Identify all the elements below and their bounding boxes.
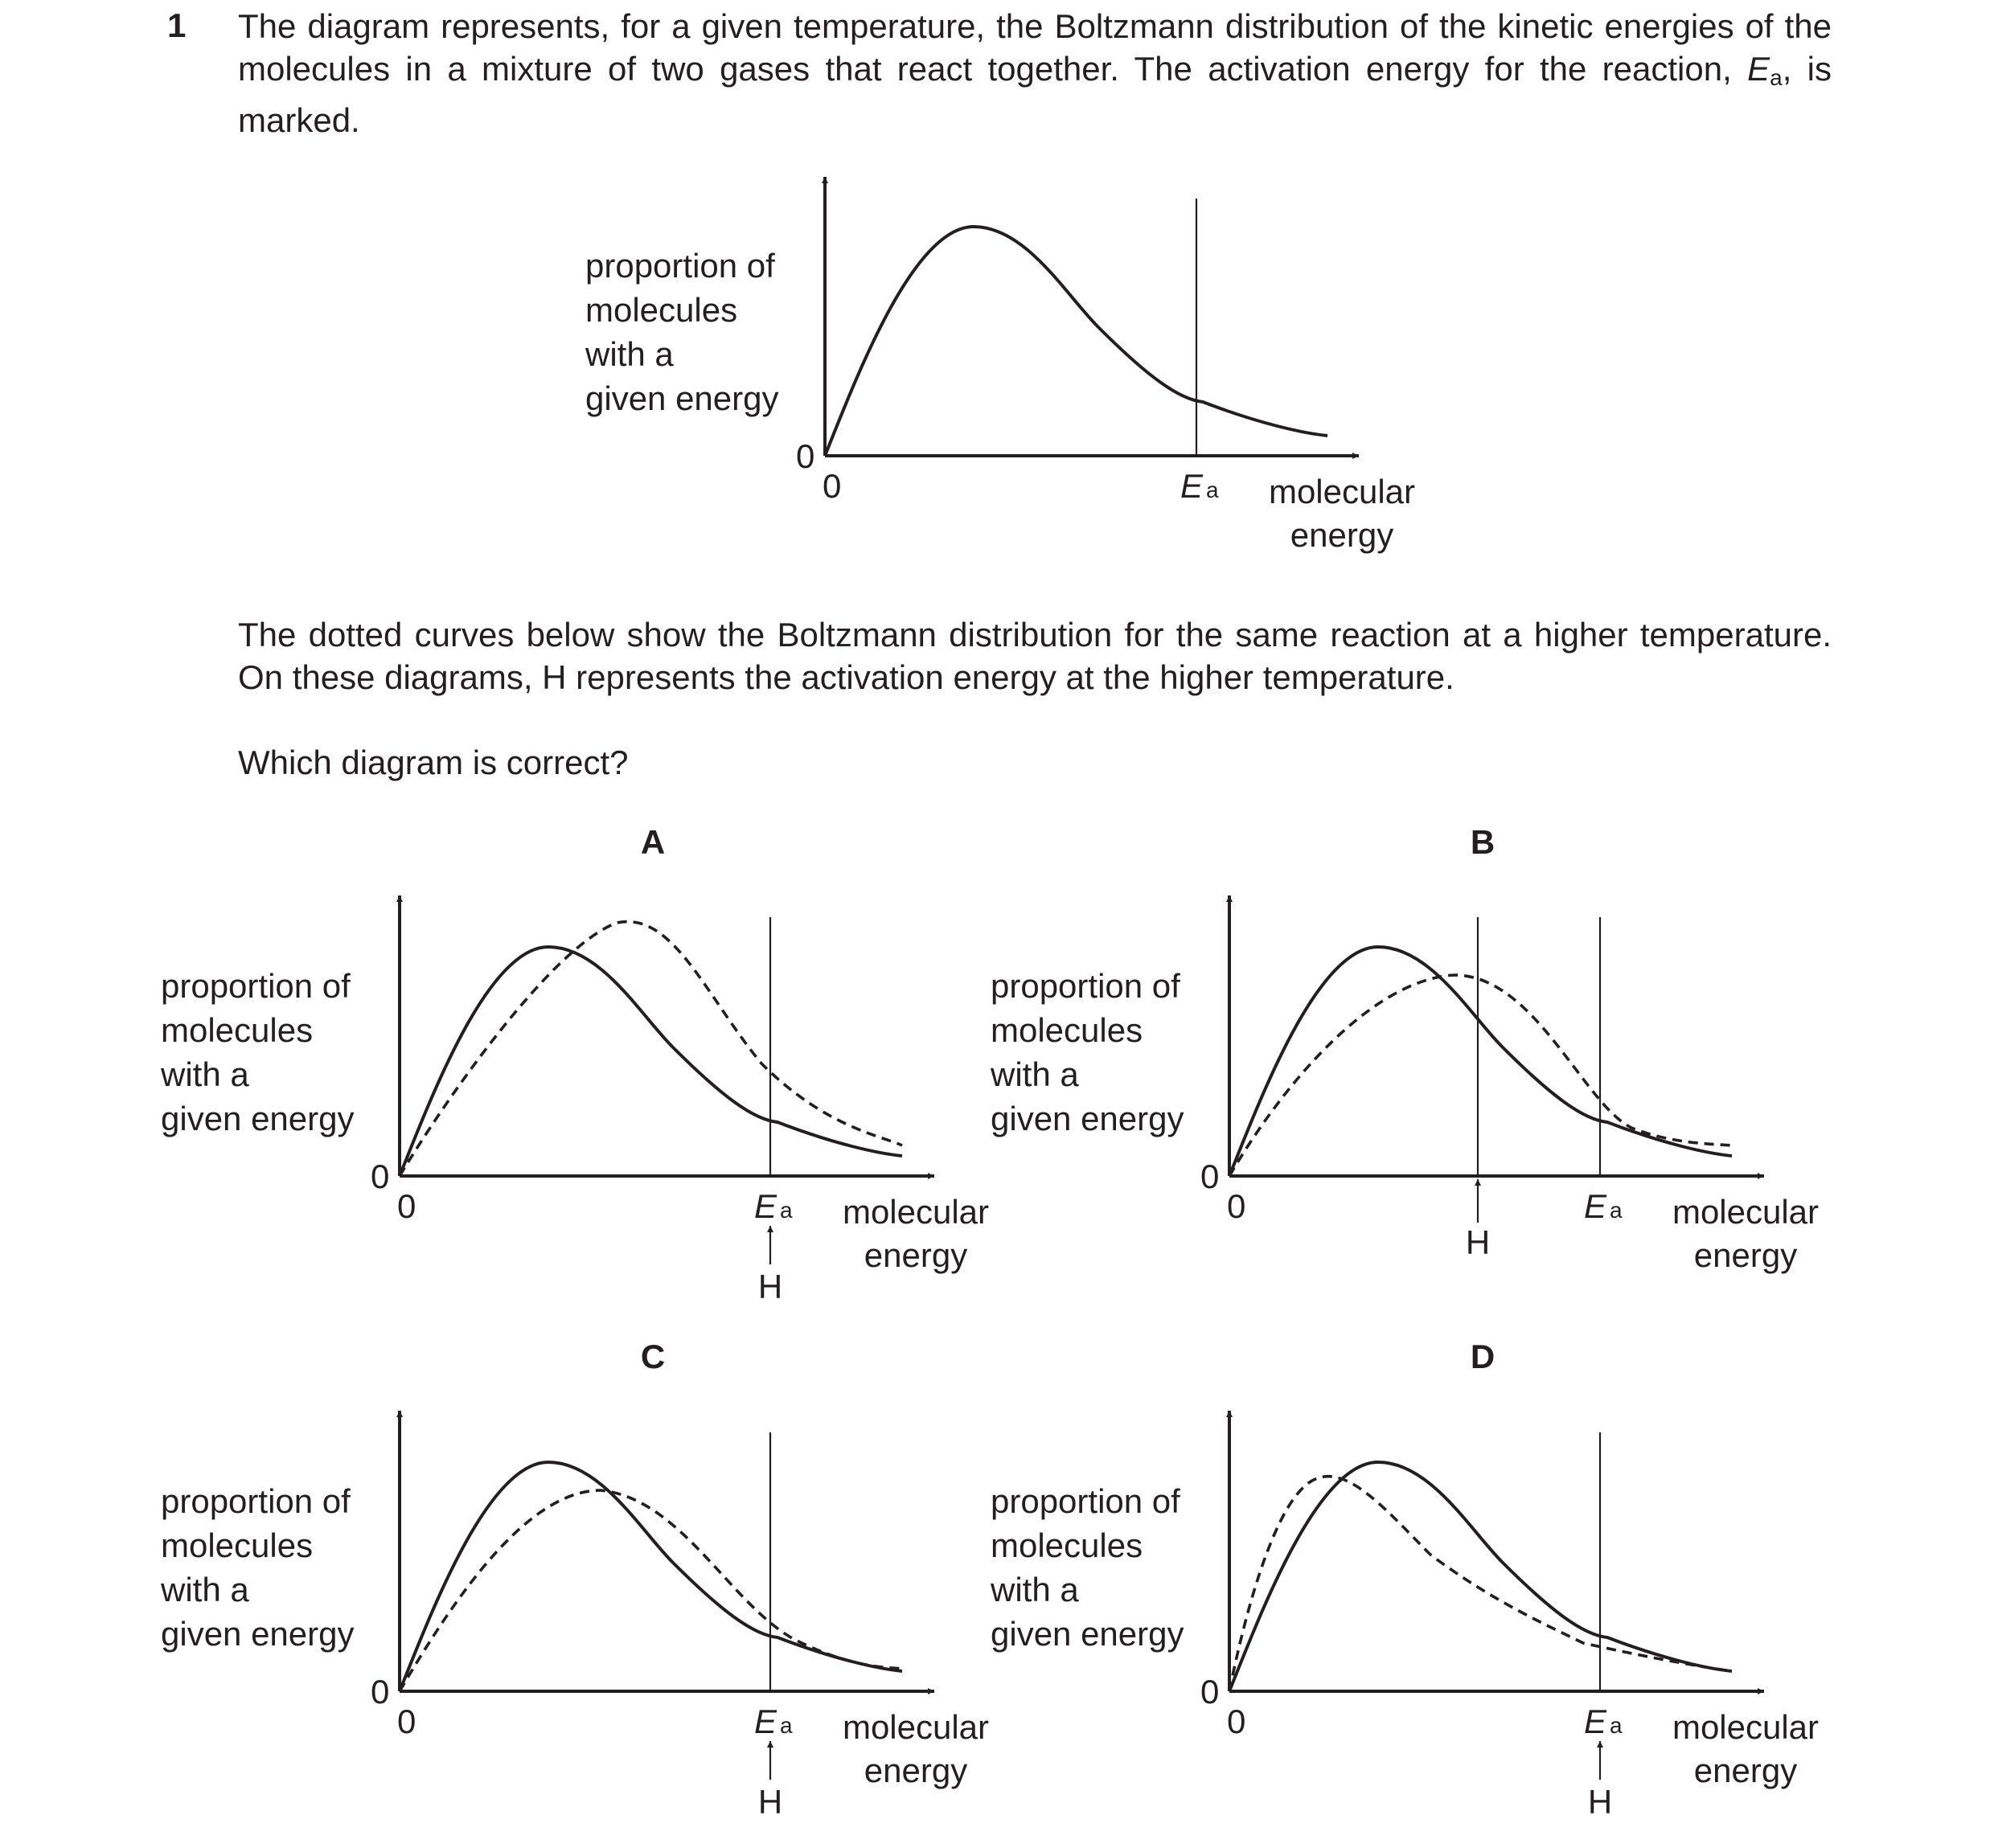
y-axis-label-line: given energy xyxy=(161,1615,355,1653)
origin-y-label: 0 xyxy=(1200,1673,1220,1711)
option-letter: C xyxy=(640,1338,666,1375)
y-axis-label-line: given energy xyxy=(585,379,779,417)
dotted-curve xyxy=(1229,975,1732,1176)
origin-x-label: 0 xyxy=(397,1703,416,1740)
origin-x-label: 0 xyxy=(823,467,842,505)
ea-label: Ea xyxy=(754,1703,793,1740)
h-label: H xyxy=(757,1783,783,1821)
origin-y-label: 0 xyxy=(796,437,815,475)
x-axis-label-line: energy xyxy=(1693,1236,1798,1274)
solid-curve xyxy=(825,227,1327,456)
y-axis-label-line: given energy xyxy=(991,1615,1184,1653)
ea-label: Ea xyxy=(1584,1187,1623,1225)
x-axis-label-line: energy xyxy=(1693,1752,1798,1789)
diagram-b xyxy=(990,823,1819,1274)
dotted-curve xyxy=(400,1490,902,1691)
y-axis-label-line: molecules xyxy=(161,1526,314,1564)
curves xyxy=(1229,947,1732,1176)
curves xyxy=(400,1462,902,1691)
y-axis-label-line: molecules xyxy=(161,1011,314,1049)
y-axis-label-line: given energy xyxy=(991,1100,1184,1137)
x-axis-label-line: molecular xyxy=(1672,1708,1820,1746)
question-para2: The dotted curves below show the Boltzmann distribution for the same reaction at a higher temperature. On these diagrams, H represents the activation energy at the higher temperature. xyxy=(238,616,1832,696)
question-number: 1 xyxy=(167,6,187,44)
y-axis-label-line: proportion of xyxy=(585,247,775,285)
ea-label: Ea xyxy=(754,1187,793,1225)
x-axis-label-line: molecular xyxy=(842,1193,990,1231)
ea-subscript: a xyxy=(1770,65,1783,90)
main-diagram xyxy=(585,177,1415,554)
y-axis-label-line: proportion of xyxy=(991,1482,1180,1520)
question-para3: Which diagram is correct? xyxy=(238,744,629,781)
origin-x-label: 0 xyxy=(1227,1187,1246,1225)
curves xyxy=(400,922,902,1176)
y-axis-label-line: proportion of xyxy=(991,967,1180,1005)
y-axis-label-line: with a xyxy=(585,335,674,373)
diagram-c xyxy=(160,1338,989,1821)
x-axis-label-line: energy xyxy=(1290,516,1394,554)
option-letter: A xyxy=(640,823,666,861)
curves xyxy=(1229,1462,1732,1691)
curves xyxy=(825,227,1327,456)
y-axis-label-line: molecules xyxy=(585,291,738,329)
h-label: H xyxy=(1587,1783,1613,1821)
y-axis-label-line: proportion of xyxy=(161,1482,351,1520)
y-axis-label-line: with a xyxy=(991,1571,1079,1608)
diagram-a xyxy=(160,823,989,1305)
y-axis-label-line: with a xyxy=(161,1055,249,1093)
x-axis-label-line: energy xyxy=(864,1752,968,1789)
origin-y-label: 0 xyxy=(1200,1158,1220,1195)
y-axis-label-line: molecules xyxy=(991,1011,1143,1049)
intro-text: The diagram represents, for a given temperature, the Boltzmann distribution of the kinetic energies of the molecules in a mixture of two gases that react together. The activation energy for the reaction, xyxy=(238,7,1832,88)
ea-symbol: E xyxy=(1747,50,1770,88)
x-axis-label-line: molecular xyxy=(1268,473,1416,510)
y-axis-label-line: with a xyxy=(161,1571,249,1608)
x-axis-label-line: molecular xyxy=(1672,1193,1820,1231)
dotted-curve xyxy=(1229,1477,1732,1691)
intro-end: , is marked. xyxy=(238,50,1832,139)
h-label: H xyxy=(757,1268,783,1305)
option-letter: D xyxy=(1470,1338,1496,1375)
y-axis-label-line: given energy xyxy=(161,1100,355,1137)
diagram-d xyxy=(990,1338,1819,1821)
x-axis-label-line: energy xyxy=(864,1236,968,1274)
y-axis-label-line: molecules xyxy=(991,1526,1143,1564)
solid-curve xyxy=(1229,947,1732,1176)
origin-x-label: 0 xyxy=(1227,1703,1246,1740)
ea-label: Ea xyxy=(1584,1703,1623,1740)
ea-label: Ea xyxy=(1180,467,1219,505)
option-letter: B xyxy=(1470,823,1496,861)
origin-x-label: 0 xyxy=(397,1187,416,1225)
y-axis-label-line: proportion of xyxy=(161,967,351,1005)
origin-y-label: 0 xyxy=(371,1673,390,1711)
x-axis-label-line: molecular xyxy=(842,1708,990,1746)
origin-y-label: 0 xyxy=(371,1158,390,1195)
h-label: H xyxy=(1465,1223,1491,1261)
y-axis-label-line: with a xyxy=(991,1055,1079,1093)
